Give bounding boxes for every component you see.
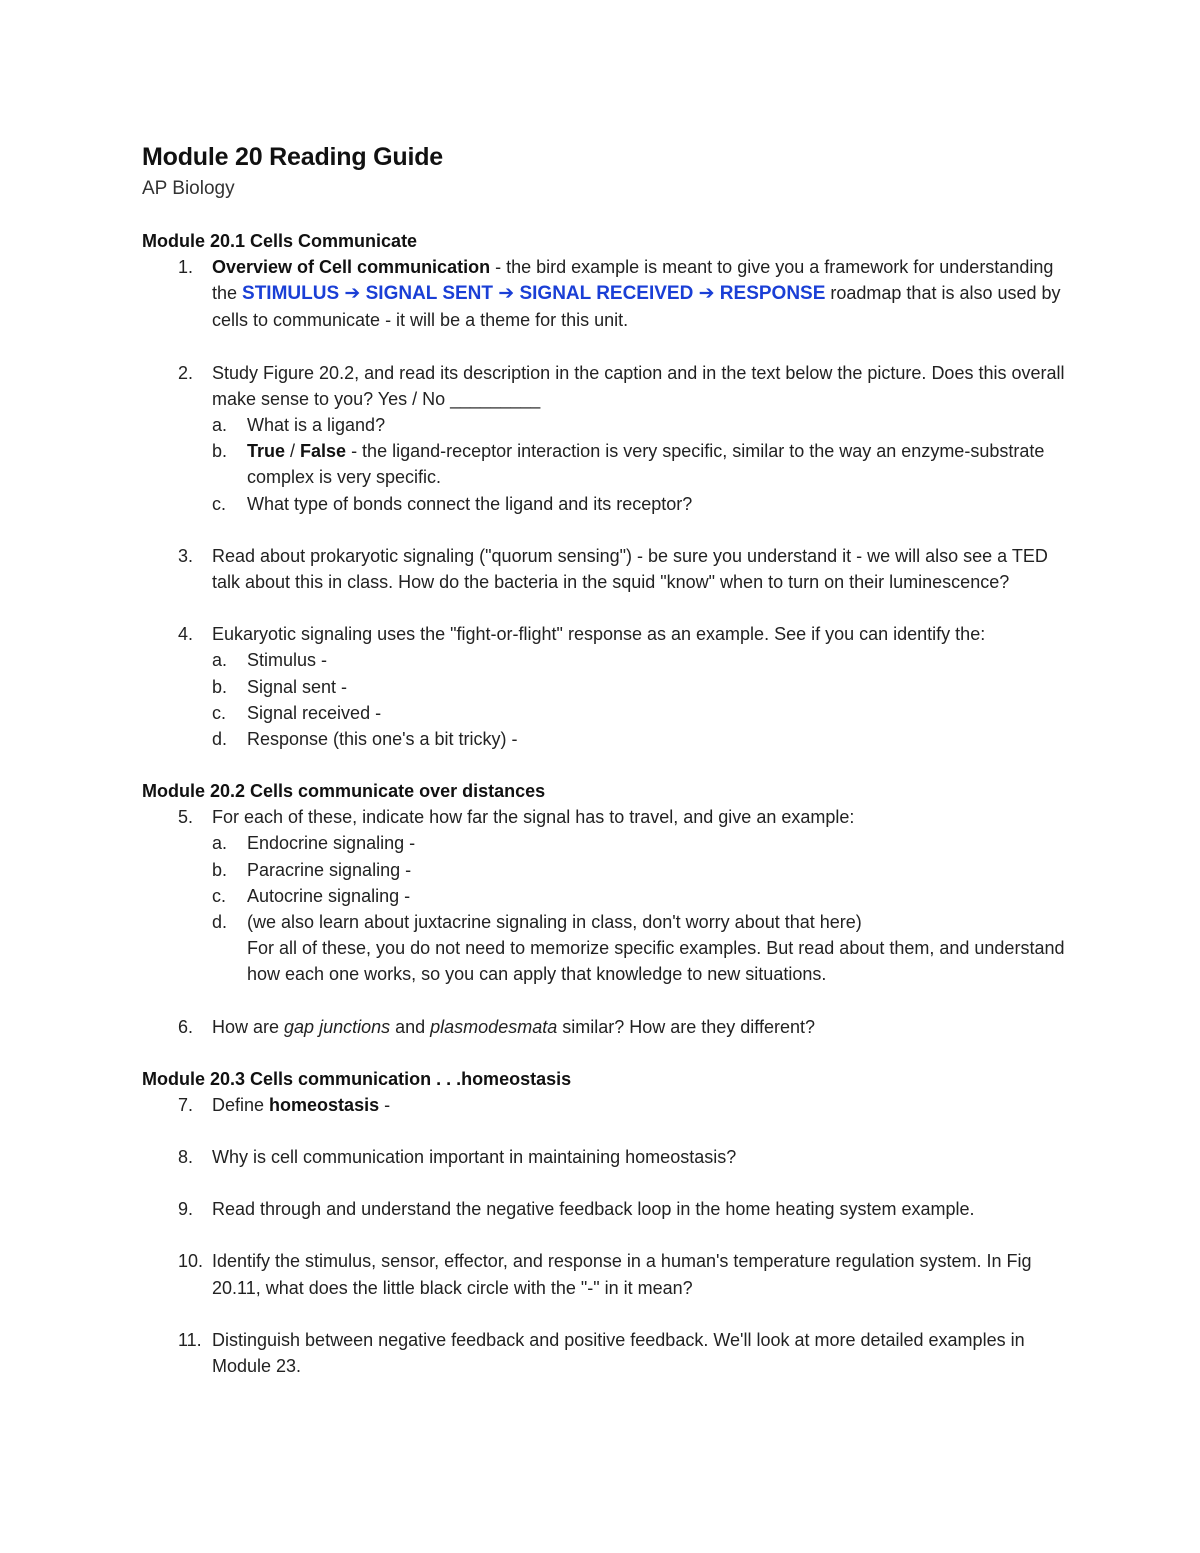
question-text: Why is cell communication important in maintaining homeostasis?: [212, 1147, 737, 1168]
question-8: [142, 1144, 1072, 1170]
section-heading: Module 20.3 Cells communication . . .homeostasis: [142, 1068, 572, 1089]
document-title: Module 20 Reading Guide: [142, 143, 443, 171]
question-text: Identify the stimulus, sensor, effector, and response in a human's temperature regulation system. In Fig 20.11, what does the little black circle with the "-" in it mean?: [212, 1251, 1032, 1298]
question-bold-term: Overview of Cell communication: [212, 257, 491, 277]
document-subtitle: AP Biology: [142, 178, 235, 199]
stimulus-response-roadmap: STIMULUS ➔ SIGNAL SENT ➔ SIGNAL RECEIVED ➔ RESPONSE: [242, 283, 826, 305]
question-number: 9.: [178, 1199, 194, 1220]
sub-question-a: a. Stimulus -: [212, 650, 328, 671]
sub-question-a: a. What is a ligand?: [212, 415, 386, 436]
question-9: [142, 1196, 1072, 1222]
question-number: 4.: [178, 624, 194, 645]
sub-question-b: b. Paracrine signaling -: [212, 859, 412, 880]
document-page: [142, 140, 1072, 1379]
note-text: For all of these, you do not need to memorize specific examples. But read about them, and understand how each one works, so you can apply that knowledge to new situations.: [247, 938, 1065, 985]
question-number: 10.: [178, 1251, 204, 1272]
question-number: 1.: [178, 257, 194, 277]
sub-question-d: d. (we also learn about juxtacrine signaling in class, don't worry about that here) For all of these, you do not need to memorize specific examples. But read about them, and understand how each one works, so you can apply that knowledge to new situations.: [212, 909, 1072, 988]
question-text: Read about prokaryotic signaling ("quorum sensing") - be sure you understand it - we will also see a TED talk about this in class. How do the bacteria in the squid "know" when to turn on their luminescence?: [212, 545, 1048, 593]
question-number: 3.: [178, 545, 194, 566]
question-text: Distinguish between negative feedback and positive feedback. We'll look at more detailed examples in Module 23.: [212, 1329, 1025, 1377]
sub-question-b: b. True / False - the ligand-receptor interaction is very specific, similar to the way an enzyme-substrate complex is very specific.: [212, 441, 1045, 488]
section-20-1: [142, 228, 1072, 752]
sub-question-c: c. What type of bonds connect the ligand and its receptor?: [212, 493, 693, 514]
question-number: 6.: [178, 1016, 194, 1037]
question-11: [142, 1327, 1072, 1379]
question-1: 1. Overview of Cell communication - the bird example is meant to give you a framework for understanding the STIMULUS ➔ SIGNAL SENT ➔ SIGNAL RECEIVED ➔ RESPONSE roadmap that is also used by cells to communicate - it will be a theme for this unit.: [142, 254, 1072, 334]
question-text: Study Figure 20.2, and read its description in the caption and in the text below the picture. Does this overall make sense to you? Yes / No _________: [212, 362, 1065, 409]
question-number: 7.: [178, 1094, 194, 1115]
question-number: 2.: [178, 362, 194, 383]
question-text: Eukaryotic signaling uses the "fight-or-flight" response as an example. See if you can identify the:: [212, 624, 986, 645]
sub-question-d: d. Response (this one's a bit tricky) -: [212, 729, 518, 750]
question-number: 8.: [178, 1147, 194, 1168]
sub-question-b: b. Signal sent -: [212, 676, 348, 697]
question-5: [142, 804, 1072, 987]
section-heading: Module 20.2 Cells communicate over distances: [142, 781, 546, 802]
question-3: [142, 543, 1072, 595]
sub-question-c: c. Autocrine signaling -: [212, 885, 411, 906]
section-heading: Module 20.1 Cells Communicate: [142, 231, 418, 251]
question-text: For each of these, indicate how far the signal has to travel, and give an example:: [212, 807, 855, 828]
sub-question-c: c. Signal received -: [212, 702, 382, 723]
italic-term: gap junctions: [284, 1016, 391, 1037]
question-bold-term: homeostasis: [269, 1094, 380, 1115]
sub-question-a: a. Endocrine signaling -: [212, 833, 416, 854]
question-2: [142, 360, 1072, 517]
question-6: 6. How are gap junctions and plasmodesmata similar? How are they different?: [142, 1014, 1072, 1040]
question-7: 7. Define homeostasis -: [142, 1092, 1072, 1118]
question-number: 11.: [178, 1329, 202, 1350]
section-20-3: [142, 1066, 1072, 1379]
question-text: Read through and understand the negative feedback loop in the home heating system example.: [212, 1199, 975, 1220]
section-20-2: [142, 778, 1072, 1040]
question-number: 5.: [178, 807, 194, 828]
italic-term: plasmodesmata: [430, 1016, 558, 1037]
question-10: [142, 1248, 1072, 1300]
question-4: [142, 621, 1072, 752]
